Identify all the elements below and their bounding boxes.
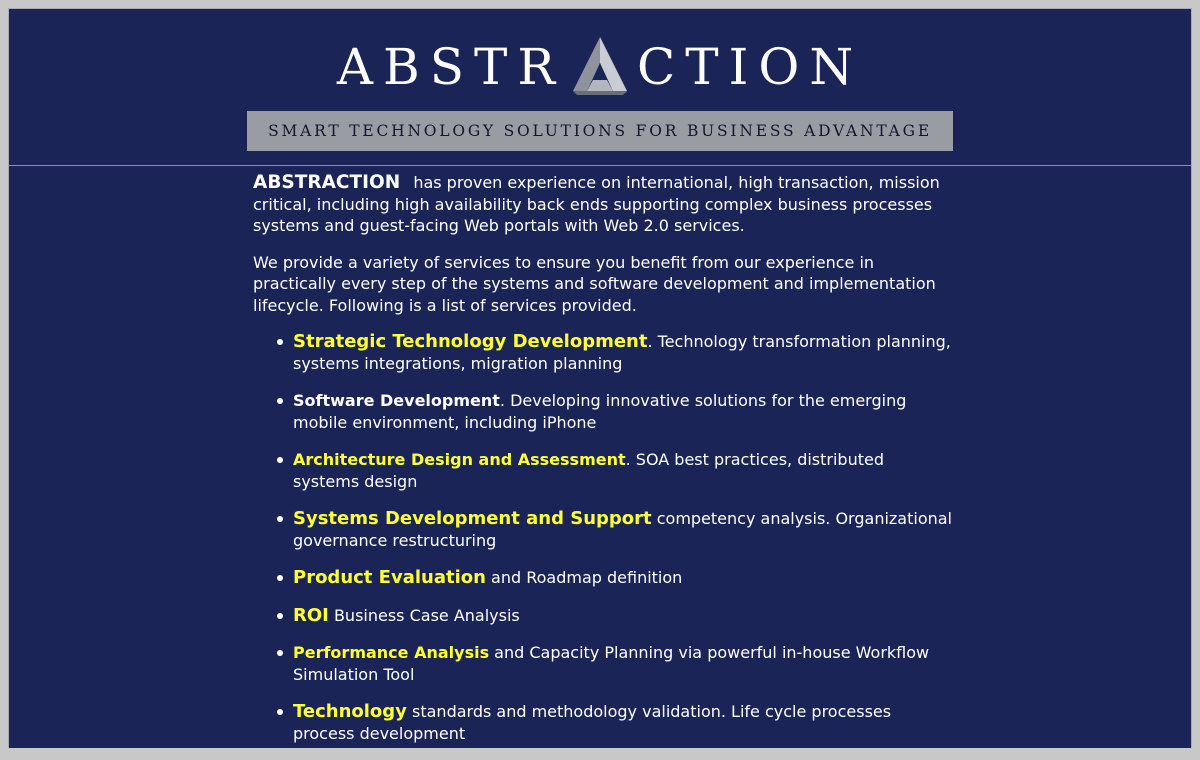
list-item [293,642,953,685]
service-title-link[interactable]: Performance Analysis [293,643,490,662]
service-description: . Technology transformation planning, systems integrations, migration planning [293,332,951,373]
service-description: . SOA best practices, distributed systems design [293,450,884,491]
site-header [9,9,1191,166]
impossible-triangle-logo-icon [569,33,631,95]
service-title-link[interactable]: Technology [293,701,407,722]
logo-text-left: ABSTR [336,38,565,96]
service-description: standards and methodology validation. Life cycle processes process development [293,702,892,743]
list-item [293,701,953,744]
list-item [293,331,953,374]
list-item [293,508,953,551]
service-title-link[interactable]: Architecture Design and Assessment [293,450,626,469]
service-title-link[interactable]: Strategic Technology Development [293,331,648,352]
service-description: Business Case Analysis [328,605,520,625]
brand-name: ABSTRACTION [253,172,401,193]
logo[interactable] [9,31,1191,103]
list-item [293,390,953,433]
service-title-link[interactable]: Product Evaluation [293,567,486,588]
tagline-banner: SMART TECHNOLOGY SOLUTIONS FOR BUSINESS ADVANTAGE [247,111,953,151]
intro-paragraph [253,172,953,237]
service-title-link[interactable]: Systems Development and Support [293,508,652,529]
service-description: . Developing innovative solutions for the emerging mobile environment, including iPhone [293,391,907,432]
logo-text-right: CTION [637,38,864,96]
service-title-link[interactable]: ROI [293,604,329,626]
list-item [293,449,953,492]
service-description: and Roadmap definition [485,568,683,587]
service-description: and Capacity Planning via powerful in-house Workflow Simulation Tool [293,643,930,684]
service-title: Software Development [293,391,500,410]
main-content [253,172,953,760]
list-item [293,567,953,589]
list-item [293,605,953,627]
services-intro-paragraph: We provide a variety of services to ensure you benefit from our experience in practically every step of the systems and software development and implementation lifecycle. Following is a list of services provided. [253,252,936,315]
service-description: competency analysis. Organizational governance restructuring [293,509,952,550]
intro-text: has proven experience on international, high transaction, mission critical, including high availability back ends supporting complex business processes systems and guest-facing Web portals with Web 2.0 services. [253,173,940,235]
services-list [253,331,953,744]
page-frame [8,8,1192,748]
